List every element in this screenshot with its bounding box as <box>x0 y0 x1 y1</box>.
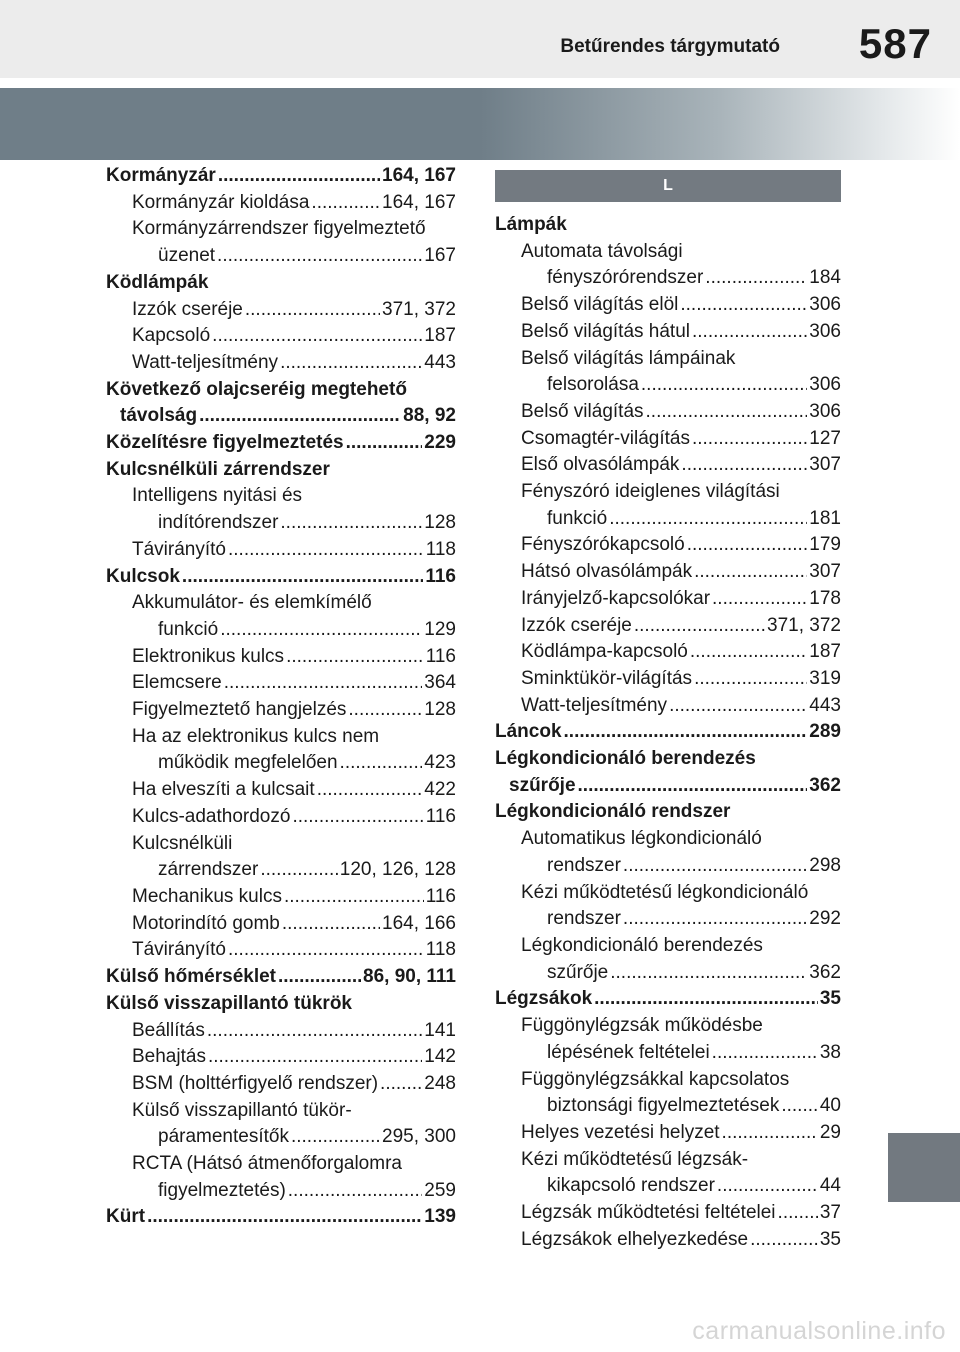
page-reference: 306 <box>809 320 841 342</box>
page-reference: 167 <box>424 245 456 267</box>
index-sub-entry <box>106 323 456 350</box>
dot-leader <box>280 350 422 377</box>
index-sub-entry <box>106 911 456 938</box>
index-sub-entry <box>495 1147 841 1174</box>
index-sub-entry <box>495 426 841 453</box>
page-reference: 319 <box>809 667 841 689</box>
entry-term: Ködlámpa-kapcsoló <box>521 641 688 663</box>
page-reference: 295, 300 <box>382 1126 456 1148</box>
entry-term: BSM (holttérfigyelő rendszer) <box>132 1072 379 1094</box>
dot-leader <box>680 292 807 319</box>
dot-leader <box>646 399 808 426</box>
index-sub-entry <box>106 350 456 377</box>
dot-leader <box>348 697 422 724</box>
index-sub-entry <box>106 1071 456 1098</box>
dot-leader <box>594 986 818 1013</box>
dot-leader <box>380 1071 422 1098</box>
entry-term: funkció <box>547 507 608 529</box>
dot-leader <box>182 564 423 591</box>
page-reference: 116 <box>425 565 456 587</box>
entry-term: Elemcsere <box>132 672 222 694</box>
entry-term: Hátsó olvasólámpák <box>521 561 693 583</box>
dot-leader <box>228 537 424 564</box>
entry-term: Légkondicionáló berendezés <box>521 934 763 956</box>
page-reference: 116 <box>425 645 456 667</box>
entry-term: Kulcs-adathordozó <box>132 805 291 827</box>
dot-leader <box>147 1204 422 1231</box>
dot-leader <box>641 372 807 399</box>
page-reference: 120, 126, 128 <box>339 859 456 881</box>
entry-term: Lámpák <box>495 214 567 235</box>
page-reference: 259 <box>424 1179 456 1201</box>
entry-term: Mechanikus kulcs <box>132 885 282 907</box>
page-reference: 86, 90, 111 <box>363 966 456 988</box>
entry-term: szűrője <box>547 961 609 983</box>
index-main-entry <box>495 746 841 773</box>
entry-term: rendszer <box>547 854 621 876</box>
dot-leader <box>712 1040 818 1067</box>
index-sub-entry <box>495 239 841 266</box>
index-sub-entry <box>106 1124 456 1151</box>
page-reference: 289 <box>809 721 841 743</box>
index-sub-entry <box>495 1173 841 1200</box>
page-reference: 44 <box>819 1175 841 1197</box>
entry-term: Légkondicionáló berendezés <box>495 748 756 770</box>
index-sub-entry <box>495 292 841 319</box>
dot-leader <box>291 1124 380 1151</box>
index-sub-entry <box>495 532 841 559</box>
page-reference: 128 <box>424 699 456 721</box>
entry-term: Watt-teljesítmény <box>132 351 279 373</box>
dot-leader <box>245 297 380 324</box>
index-sub-entry <box>495 826 841 853</box>
dot-leader <box>717 1173 818 1200</box>
entry-term: Fényszórókapcsoló <box>521 534 685 556</box>
dot-leader <box>781 1093 818 1120</box>
page-reference: 443 <box>809 694 841 716</box>
entry-term: szűrője <box>509 774 576 796</box>
dot-leader <box>694 666 807 693</box>
index-sub-entry <box>106 644 456 671</box>
index-entries-right <box>495 212 841 1253</box>
entry-term: Beállítás <box>132 1019 205 1041</box>
entry-term: Motorindító gomb <box>132 912 280 934</box>
index-sub-entry <box>495 319 841 346</box>
page-reference: 139 <box>424 1206 456 1228</box>
index-sub-entry <box>495 1093 841 1120</box>
dot-leader <box>712 586 807 613</box>
dot-leader <box>217 243 422 270</box>
entry-term: Irányjelző-kapcsolókar <box>521 587 711 609</box>
entry-term: Intelligens nyitási és <box>132 485 303 507</box>
dot-leader <box>311 190 380 217</box>
dot-leader <box>208 1044 422 1071</box>
index-sub-entry <box>495 613 841 640</box>
dot-leader <box>623 853 807 880</box>
index-main-entry <box>106 403 456 430</box>
entry-term: biztonsági figyelmeztetések <box>547 1095 780 1117</box>
entry-term: Automatikus légkondicionáló <box>521 828 762 850</box>
index-sub-entry <box>495 586 841 613</box>
dot-leader <box>282 911 380 938</box>
index-sub-entry <box>106 937 456 964</box>
entry-term: figyelmeztetés) <box>158 1179 286 1201</box>
page-reference: 116 <box>425 805 456 827</box>
entry-term: Távirányító <box>132 538 226 560</box>
dot-leader <box>623 906 807 933</box>
entry-term: üzenet <box>158 245 216 267</box>
page-reference: 307 <box>809 454 841 476</box>
dot-leader <box>610 960 807 987</box>
dot-leader <box>705 265 807 292</box>
index-column-right <box>495 163 841 1253</box>
page-reference: 184 <box>809 267 841 289</box>
entry-term: Belső világítás lámpáinak <box>521 347 736 369</box>
page-reference: 118 <box>425 939 456 961</box>
entry-term: Kulcsnélküli <box>132 832 233 854</box>
index-main-entry <box>106 430 456 457</box>
index-sub-entry <box>106 1178 456 1205</box>
entry-term: Watt-teljesítmény <box>521 694 668 716</box>
entry-term: Légzsákok <box>495 988 593 1010</box>
dot-leader <box>692 426 807 453</box>
dot-leader <box>278 964 361 991</box>
entry-term: Kormányzár kioldása <box>132 191 310 213</box>
index-main-entry <box>106 991 456 1018</box>
page-reference: 40 <box>819 1095 841 1117</box>
dot-leader <box>317 777 423 804</box>
index-sub-entry <box>495 960 841 987</box>
page-reference: 422 <box>424 779 456 801</box>
dot-leader <box>228 937 424 964</box>
dot-leader <box>722 1120 818 1147</box>
index-sub-entry <box>495 906 841 933</box>
index-sub-entry <box>106 884 456 911</box>
index-sub-entry <box>106 857 456 884</box>
entry-term: kikapcsoló rendszer <box>547 1175 715 1197</box>
index-sub-entry <box>495 880 841 907</box>
entry-term: Külső visszapillantó tükör- <box>132 1099 352 1121</box>
index-main-entry <box>106 270 456 297</box>
entry-term: Ha az elektronikus kulcs nem <box>132 725 380 747</box>
entry-term: Sminktükör-világítás <box>521 667 693 689</box>
index-sub-entry <box>106 1151 456 1178</box>
entry-term: Elektronikus kulcs <box>132 645 285 667</box>
index-sub-entry <box>495 559 841 586</box>
page-reference: 181 <box>809 507 841 529</box>
entry-term: működik megfelelően <box>158 752 338 774</box>
section-title: Betűrendes tárgymutató <box>560 36 780 57</box>
index-sub-entry <box>106 670 456 697</box>
index-sub-entry <box>495 452 841 479</box>
entry-term: páramentesítők <box>158 1126 289 1148</box>
page-reference: 248 <box>424 1072 456 1094</box>
dot-leader <box>750 1227 818 1254</box>
entry-term: Láncok <box>495 721 562 743</box>
page-reference: 29 <box>819 1121 841 1143</box>
page-reference: 229 <box>424 432 456 454</box>
dot-leader <box>669 693 807 720</box>
entry-term: funkció <box>158 618 219 640</box>
dot-leader <box>288 1178 423 1205</box>
page-reference: 362 <box>809 961 841 983</box>
dot-leader <box>286 644 424 671</box>
entry-term: Kulcsok <box>106 565 180 587</box>
page-reference: 362 <box>809 774 841 796</box>
entry-term: indítórendszer <box>158 512 279 534</box>
entry-term: Kulcsnélküli zárrendszer <box>106 458 330 480</box>
entry-term: Külső hőmérséklet <box>106 966 276 988</box>
page-reference: 38 <box>819 1041 841 1063</box>
index-main-entry <box>495 719 841 746</box>
dot-leader <box>224 670 423 697</box>
page-reference: 142 <box>424 1046 456 1068</box>
entry-term: Légkondicionáló rendszer <box>495 801 731 823</box>
dot-leader <box>778 1200 818 1227</box>
page-reference: 178 <box>809 587 841 609</box>
index-sub-entry <box>106 297 456 324</box>
header-bar <box>0 0 960 78</box>
index-main-entry <box>106 457 456 484</box>
index-sub-entry <box>495 346 841 373</box>
page-reference: 423 <box>424 752 456 774</box>
dot-leader <box>687 532 808 559</box>
entry-term: Kézi működtetésű légkondicionáló <box>521 881 809 903</box>
entry-term: Helyes vezetési helyzet <box>521 1121 720 1143</box>
watermark: carmanualsonline.info <box>692 1317 946 1345</box>
entry-term: Légzsákok elhelyezkedése <box>521 1228 749 1250</box>
index-sub-entry <box>495 666 841 693</box>
index-sub-entry <box>106 1018 456 1045</box>
dot-leader <box>218 163 380 190</box>
dot-leader <box>564 719 808 746</box>
entry-term: Belső világítás <box>521 400 644 422</box>
entry-term: Behajtás <box>132 1046 206 1068</box>
index-sub-entry <box>495 853 841 880</box>
dot-leader <box>260 857 337 884</box>
page-reference: 306 <box>809 374 841 396</box>
entry-term: lépésének feltételei <box>547 1041 710 1063</box>
page-reference: 187 <box>809 641 841 663</box>
entry-term: Csomagtér-világítás <box>521 427 690 449</box>
index-main-entry <box>106 377 456 404</box>
index-sub-entry <box>106 537 456 564</box>
entry-term: távolság <box>120 405 198 427</box>
index-sub-entry <box>495 639 841 666</box>
page-reference: 298 <box>809 854 841 876</box>
page-reference: 129 <box>424 618 456 640</box>
page-reference: 292 <box>809 908 841 930</box>
dot-leader <box>220 617 422 644</box>
page-reference: 371, 372 <box>767 614 841 636</box>
page-reference: 35 <box>819 988 841 1010</box>
page-reference: 116 <box>425 885 456 907</box>
dot-leader <box>199 403 401 430</box>
page-reference: 179 <box>809 534 841 556</box>
chapter-thumb-tab <box>888 1133 960 1202</box>
index-sub-entry <box>106 1098 456 1125</box>
index-sub-entry <box>106 483 456 510</box>
entry-term: Következő olajcseréig megtehető <box>106 378 407 400</box>
index-sub-entry <box>106 510 456 537</box>
index-sub-entry <box>495 479 841 506</box>
index-sub-entry <box>495 1040 841 1067</box>
entry-term: Függönylégzsák működésbe <box>521 1015 763 1037</box>
entry-term: Kapcsoló <box>132 325 211 347</box>
dot-leader <box>681 452 807 479</box>
entry-term: Kürt <box>106 1206 146 1228</box>
index-sub-entry <box>106 750 456 777</box>
entry-term: zárrendszer <box>158 859 259 881</box>
entry-term: Automata távolsági <box>521 240 683 262</box>
entry-term: Fényszóró ideiglenes világítási <box>521 481 780 503</box>
dot-leader <box>578 773 808 800</box>
index-sub-entry <box>106 831 456 858</box>
index-main-entry <box>495 212 841 239</box>
page-reference: 164, 166 <box>382 912 456 934</box>
index-sub-entry <box>106 777 456 804</box>
page-reference: 164, 167 <box>382 191 456 213</box>
entry-term: Ha elveszíti a kulcsait <box>132 779 315 801</box>
index-sub-entry <box>495 1013 841 1040</box>
index-sub-entry <box>495 1120 841 1147</box>
dot-leader <box>292 804 423 831</box>
page-reference: 364 <box>424 672 456 694</box>
index-sub-entry <box>106 617 456 644</box>
page-reference: 35 <box>819 1228 841 1250</box>
entry-term: Kormányzár <box>106 165 216 186</box>
index-sub-entry <box>106 804 456 831</box>
dot-leader <box>207 1018 422 1045</box>
entry-term: Közelítésre figyelmeztetés <box>106 432 344 454</box>
page-number: 587 <box>858 20 932 67</box>
page-reference: 187 <box>424 325 456 347</box>
index-main-entry <box>495 986 841 1013</box>
entry-term: Első olvasólámpák <box>521 454 680 476</box>
index-main-entry <box>106 1204 456 1231</box>
index-sub-entry <box>495 265 841 292</box>
entry-term: rendszer <box>547 908 621 930</box>
entry-term: Belső világítás elöl <box>521 294 679 316</box>
index-column-left <box>106 163 456 1231</box>
entry-term: Figyelmeztető hangjelzés <box>132 699 347 721</box>
index-sub-entry <box>106 190 456 217</box>
page-reference: 307 <box>809 561 841 583</box>
entry-term: Függönylégzsákkal kapcsolatos <box>521 1068 790 1090</box>
dot-leader <box>634 613 765 640</box>
index-sub-entry <box>495 1200 841 1227</box>
index-sub-entry <box>495 1227 841 1254</box>
index-sub-entry <box>495 1067 841 1094</box>
dot-leader <box>609 506 807 533</box>
page-reference: 118 <box>425 538 456 560</box>
page-reference: 88, 92 <box>403 405 456 427</box>
entry-term: Légzsák működtetési feltételei <box>521 1202 776 1224</box>
page-reference: 164, 167 <box>382 165 456 186</box>
entry-term: RCTA (Hátsó átmenőforgalomra <box>132 1153 402 1175</box>
dot-leader <box>212 323 422 350</box>
index-main-entry <box>495 773 841 800</box>
entry-term: Akkumulátor- és elemkímélő <box>132 592 372 614</box>
dot-leader <box>692 319 807 346</box>
page-reference: 306 <box>809 294 841 316</box>
entry-term: Ködlámpák <box>106 271 209 293</box>
page-reference: 371, 372 <box>382 298 456 320</box>
header-banner <box>0 88 960 160</box>
entry-term: felsorolása <box>547 374 639 396</box>
page-reference: 443 <box>424 351 456 373</box>
page-reference: 141 <box>424 1019 456 1041</box>
page-reference: 128 <box>424 512 456 534</box>
index-sub-entry <box>495 506 841 533</box>
page-reference: 37 <box>819 1202 841 1224</box>
entry-term: Távirányító <box>132 939 226 961</box>
entry-term: fényszórórendszer <box>547 267 704 289</box>
index-main-entry <box>495 799 841 826</box>
dot-leader <box>280 510 422 537</box>
index-main-entry <box>106 564 456 591</box>
page-reference: 306 <box>809 400 841 422</box>
entry-term: Belső világítás hátul <box>521 320 690 342</box>
dot-leader <box>694 559 807 586</box>
index-sub-entry <box>106 243 456 270</box>
index-sub-entry <box>495 399 841 426</box>
entry-term: Izzók cseréje <box>521 614 632 636</box>
entry-term: Külső visszapillantó tükrök <box>106 992 352 1014</box>
index-sub-entry <box>106 724 456 751</box>
section-letter-heading: L <box>495 170 841 202</box>
index-main-entry <box>106 964 456 991</box>
page-reference: 127 <box>809 427 841 449</box>
dot-leader <box>340 750 423 777</box>
index-sub-entry <box>106 697 456 724</box>
index-sub-entry <box>495 693 841 720</box>
dot-leader <box>346 430 423 457</box>
index-sub-entry <box>495 372 841 399</box>
index-sub-entry <box>106 1044 456 1071</box>
entry-term: Kézi működtetésű légzsák- <box>521 1148 749 1170</box>
index-main-entry <box>106 163 456 190</box>
index-sub-entry <box>106 590 456 617</box>
dot-leader <box>284 884 424 911</box>
index-sub-entry <box>106 216 456 243</box>
entry-term: Kormányzárrendszer figyelmeztető <box>132 218 426 240</box>
index-sub-entry <box>495 933 841 960</box>
entry-term: Izzók cseréje <box>132 298 243 320</box>
dot-leader <box>690 639 807 666</box>
